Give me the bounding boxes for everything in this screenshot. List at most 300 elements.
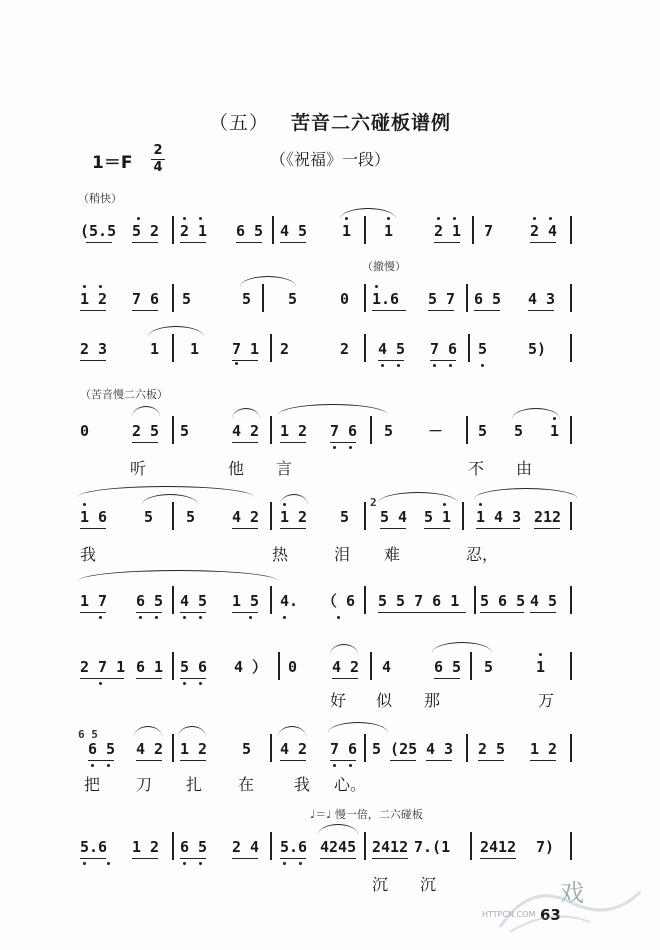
note: 2 [280,340,290,358]
tempo-mark-3: （苦音慢二六板） [80,388,168,401]
note: 7 6 [430,340,458,358]
lyric: 忍， [466,545,499,564]
lyric: 我 [80,545,97,564]
lyric: 热 [272,545,289,564]
note: 0 [80,422,90,440]
barline [364,216,366,244]
score-row-3 [74,338,584,360]
slur [330,644,358,655]
note: 4 2 [232,422,260,440]
note: 7 1 [232,340,260,358]
note: 2 3 [80,340,108,358]
tempo-mark-1: （稍快） [78,192,122,205]
lyric: 沉 [420,875,437,894]
note: (5.5 [80,222,117,240]
low-octave-dot [433,364,436,367]
underline [232,442,258,443]
underline [180,678,206,679]
score-row-1 [74,220,584,242]
page-number: 63 [540,906,561,924]
note: 5 [144,508,154,526]
low-octave-dot [199,682,202,685]
note: 5 2 [132,222,160,240]
underline [232,858,258,859]
note: 1 2 [280,422,308,440]
note: 5.6 [280,838,308,856]
note: 5 (25 [372,740,418,758]
grace-note: 6 5 [78,728,98,741]
note: 4 2 [280,740,308,758]
note: 4 ） [234,658,268,676]
underline [280,442,306,443]
note: 5 [478,422,488,440]
underline [480,612,524,613]
tempo-mark-2: （撤慢） [362,260,406,273]
low-octave-dot [199,616,202,619]
barline [364,832,366,860]
note: 1 5 [232,592,260,610]
barline [364,502,366,530]
note: 1 2 [280,508,308,526]
barline [570,502,572,530]
octave-dot [437,217,440,220]
underline [426,760,452,761]
underline [424,528,450,529]
lyric: 刀 [136,775,153,794]
note: 5 4 [380,508,408,526]
barline [364,284,366,312]
low-octave-dot [349,764,352,767]
underline [434,678,460,679]
underline [180,242,206,243]
note: 0 [340,290,350,308]
barline [270,586,272,614]
note: 1 [342,222,352,240]
underline [136,678,162,679]
note: 4 [382,658,392,676]
underline [330,760,356,761]
barline [470,832,472,860]
lyric: 难 [384,545,401,564]
note: 5 5 7 6 1 [378,592,460,610]
low-octave-dot [139,616,142,619]
low-octave-dot [283,616,286,619]
note: 2 7 1 [80,658,126,676]
slur [232,408,260,419]
note: 5.6 [80,838,108,856]
underline [434,242,460,243]
lyric: 心。 [334,775,367,794]
low-octave-dot [337,616,340,619]
lyric: 我 [294,775,311,794]
underline [132,310,158,311]
note: 4 2 [232,508,260,526]
barline [172,586,174,614]
underline [80,360,106,361]
underline [236,242,262,243]
score-row-7 [74,656,584,678]
note: 2 4 [530,222,558,240]
lyric: 把 [84,775,101,794]
note: 5 [242,290,252,308]
note: 1 6 [80,508,108,526]
slur [240,276,296,287]
section-title: 苦音二六碰板谱例 [291,112,452,134]
underline [280,242,306,243]
octave-dot [83,503,86,506]
barline [570,284,572,312]
note: 7 6 [132,290,160,308]
score-row-6 [74,590,584,612]
barline [570,334,572,362]
octave-dot [199,217,202,220]
note: 5 [182,290,192,308]
lyric: 那 [424,691,441,710]
barline [364,586,366,614]
underline [180,760,206,761]
watermark-url: HTTPCN.COM [482,910,536,919]
barline [474,586,476,614]
barline [466,416,468,444]
note: 5 7 [428,290,456,308]
meter-bottom: 4 [153,160,163,175]
underline [80,612,106,613]
note: 1 2 [530,740,558,758]
octave-dot [387,217,390,220]
lyric: 在 [238,775,255,794]
note: 4 5 [180,592,208,610]
octave-dot [83,285,86,288]
note: 7 [484,222,494,240]
key-signature: 1＝F [92,153,133,173]
score-row-9 [74,836,584,858]
underline [132,858,158,859]
octave-dot [533,217,536,220]
note: 1.6 [372,290,400,308]
low-octave-dot [183,862,186,865]
underline [330,442,356,443]
low-octave-dot [283,862,286,865]
slur [132,406,160,417]
underline [86,242,112,243]
low-octave-dot [235,362,238,365]
lyric: 他 [228,459,245,478]
note: 4 5 [280,222,308,240]
underline [180,612,206,613]
note: 5 [180,422,190,440]
note: 6 5 [474,290,502,308]
note: 1 2 [132,838,160,856]
note: 6 5 [88,740,116,758]
underline [390,760,416,761]
note: 1 [550,422,560,440]
underline [534,528,560,529]
barline [570,832,572,860]
underline [180,858,206,859]
underline [280,858,306,859]
underline [430,360,456,361]
octave-dot [99,285,102,288]
low-octave-dot [481,364,484,367]
note: 5 6 5 [480,592,526,610]
barline [466,734,468,762]
underline [88,760,114,761]
note: 2412 [480,838,517,856]
underline [280,760,306,761]
low-octave-dot [349,446,352,449]
slur [318,824,358,835]
score-row-8 [74,728,584,760]
barline [462,502,464,530]
watermark-brand: 戏 [560,879,584,907]
tempo-change-note: ♩＝♩ 慢一倍，二六碰板 [310,808,423,821]
note: 5) [528,340,547,358]
note: 4 5 [530,592,558,610]
slur [378,492,458,503]
underline [136,612,162,613]
note: 6 1 [136,658,164,676]
low-octave-dot [333,764,336,767]
underline [320,858,356,859]
section-number: （五） [208,112,269,134]
note: 5 [288,290,298,308]
low-octave-dot [107,764,110,767]
note: 6 5 [180,838,208,856]
underline [380,528,406,529]
underline [80,310,106,311]
octave-dot [283,503,286,506]
low-octave-dot [249,616,252,619]
underline [332,678,358,679]
note: 4 2 [332,658,360,676]
lyric: 泪 [334,545,351,564]
note: 6 5 [236,222,264,240]
barline [570,734,572,762]
note: 5 [478,340,488,358]
note: 1 [150,340,160,358]
barline [270,416,272,444]
note: 2 5 [478,740,506,758]
note: 4 5 [378,340,406,358]
note: 7) [536,838,555,856]
underline [372,310,406,311]
note: 1 2 [80,290,108,308]
page-title [0,108,660,135]
slur [78,570,278,581]
barline [172,284,174,312]
low-octave-dot [83,862,86,865]
lyric: 沉 [372,875,389,894]
note: － [428,422,444,440]
low-octave-dot [183,616,186,619]
low-octave-dot [99,682,102,685]
score-row-4 [74,420,584,442]
note: 2 4 [232,838,260,856]
barline [172,502,174,530]
note: 4. [280,592,299,610]
barline [570,216,572,244]
note: 5 [242,740,252,758]
note: 7.(1 [414,838,451,856]
barline [472,216,474,244]
underline [474,310,500,311]
low-octave-dot [199,862,202,865]
slur [278,726,306,737]
barline [172,734,174,762]
lyric: 言 [276,459,293,478]
score-row-5 [74,496,584,528]
note: 6 5 [136,592,164,610]
underline [80,678,124,679]
low-octave-dot [299,862,302,865]
octave-dot [375,285,378,288]
octave-dot [345,217,348,220]
underline [530,612,556,613]
note: 7 6 [330,740,358,758]
underline [232,612,258,613]
low-octave-dot [91,764,94,767]
lyric: 万 [538,691,555,710]
octave-dot [443,503,446,506]
underline [428,310,454,311]
barline [370,652,372,680]
lyric: 听 [130,459,147,478]
barline [278,652,280,680]
note: 1 7 [80,592,108,610]
underline [132,242,158,243]
lyric: 不 [468,459,485,478]
barline [570,652,572,680]
underline [528,310,554,311]
barline [172,216,174,244]
barline [172,832,174,860]
octave-dot [453,217,456,220]
underline [372,858,408,859]
low-octave-dot [333,446,336,449]
barline [262,284,264,312]
underline [476,528,520,529]
underline [530,242,556,243]
piece-subtitle: （《祝福》一段） [270,150,391,169]
barline [270,334,272,362]
underline [478,760,504,761]
barline [270,502,272,530]
note: 5 [340,508,350,526]
low-octave-dot [107,862,110,865]
underline [530,760,556,761]
lyric: 扎 [186,775,203,794]
octave-dot [479,503,482,506]
slur [148,326,204,337]
note: 2412 [372,838,409,856]
note: 0 [288,658,298,676]
low-octave-dot [99,616,102,619]
low-octave-dot [449,364,452,367]
barline [364,734,366,762]
underline [80,858,106,859]
underline [480,858,516,859]
note: 4245 [320,838,357,856]
note: 1 2 [180,740,208,758]
note: 1 [384,222,394,240]
underline [280,528,306,529]
octave-dot [137,217,140,220]
note: 5 1 [424,508,452,526]
note: 6 5 [434,658,462,676]
time-signature [151,144,165,175]
grace-note: 2 [370,496,377,509]
note: 1 [190,340,200,358]
note: 2 [340,340,350,358]
note: 2 5 [132,422,160,440]
note: 4 3 [528,290,556,308]
octave-dot [549,217,552,220]
low-octave-dot [155,616,158,619]
score-row-2 [74,288,584,310]
barline [364,334,366,362]
barline [270,832,272,860]
octave-dot [183,217,186,220]
note: 5 [384,422,394,440]
barline [370,416,372,444]
barline [172,334,174,362]
barline [272,216,274,244]
barline [172,652,174,680]
low-octave-dot [397,364,400,367]
underline [132,442,158,443]
underline [232,528,258,529]
note: 5 [514,422,524,440]
barline [468,334,470,362]
note: 2 1 [434,222,462,240]
barline [570,416,572,444]
low-octave-dot [381,364,384,367]
octave-dot [539,653,542,656]
note: 212 [534,508,562,526]
note: 1 [536,658,546,676]
underline [80,528,106,529]
slur [278,404,388,415]
note: 5 6 [180,658,208,676]
barline [570,586,572,614]
barline [172,416,174,444]
lyric: 似 [376,691,393,710]
barline [470,652,472,680]
note: 5 [186,508,196,526]
lyric: 好 [330,691,347,710]
barline [466,284,468,312]
note: 4 2 [136,740,164,758]
note: 4 3 [426,740,454,758]
barline [270,734,272,762]
slur [178,726,206,737]
slur [328,722,388,733]
note: 7 6 [330,422,358,440]
note: 1 4 3 [476,508,522,526]
underline [378,360,404,361]
note: （ 6 [322,592,356,610]
underline [378,612,466,613]
slur [474,488,578,499]
low-octave-dot [183,682,186,685]
underline [136,760,162,761]
note: 2 1 [180,222,208,240]
lyric: 由 [516,459,533,478]
slur [432,642,492,653]
slur [134,726,162,737]
octave-dot [553,417,556,420]
meter-top: 2 [153,143,163,158]
